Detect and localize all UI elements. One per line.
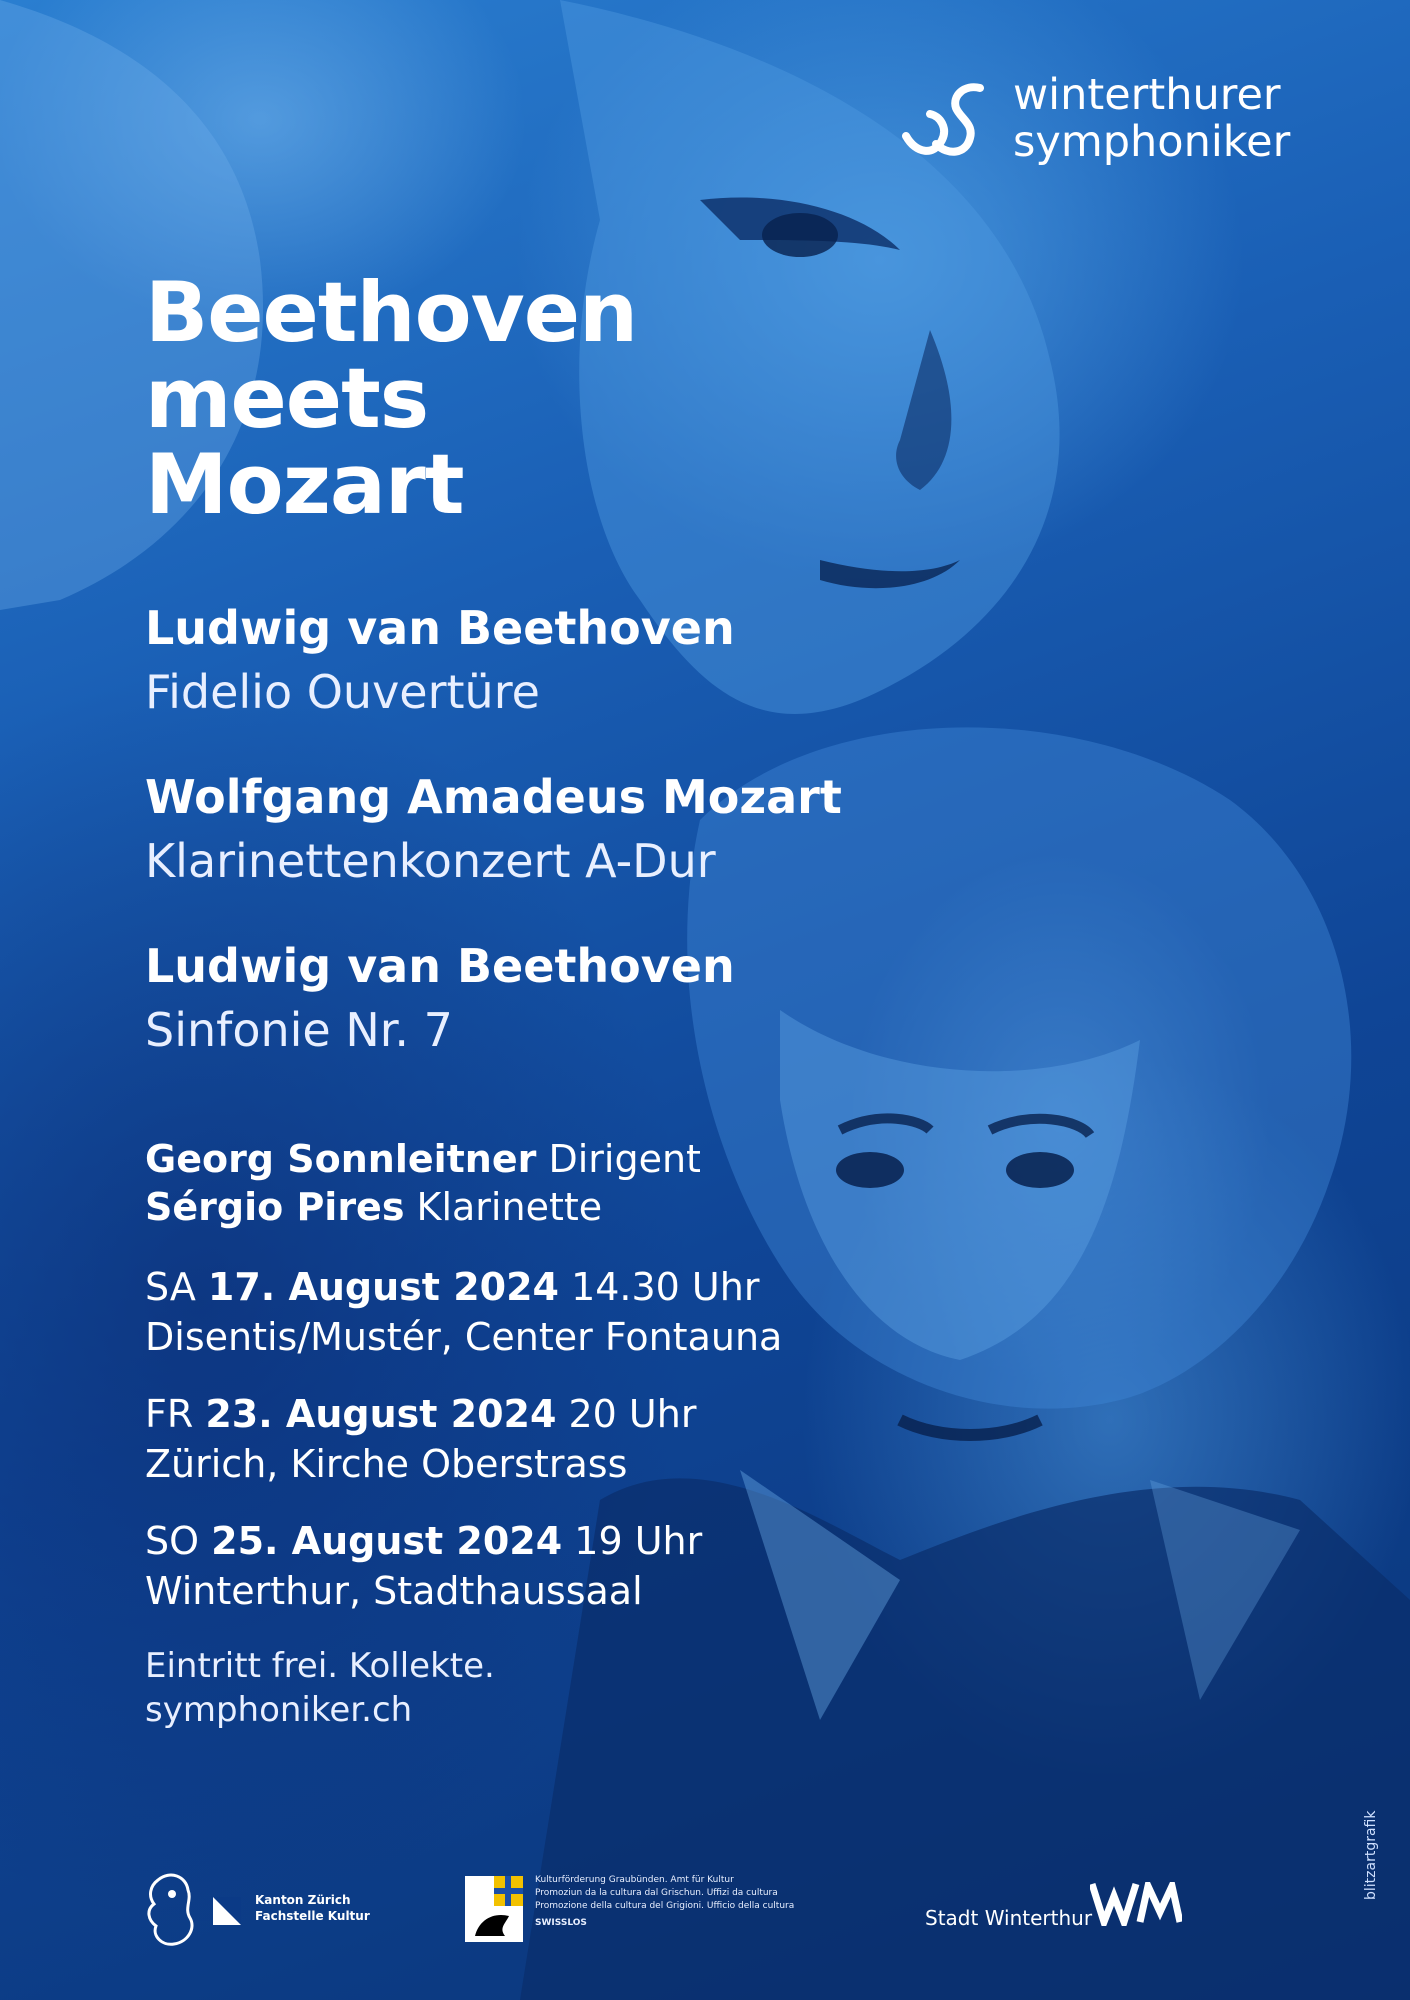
program-item — [145, 765, 842, 893]
concert-date — [145, 1389, 696, 1489]
zurich-line-1: Kanton Zürich — [255, 1893, 351, 1907]
concert-date — [145, 1516, 702, 1616]
swisslos-label: SWISSLOS — [535, 1918, 587, 1928]
time: 19 Uhr — [574, 1519, 703, 1563]
piece-title: Klarinettenkonzert A-Dur — [145, 834, 716, 888]
weekday: SA — [145, 1265, 196, 1309]
time: 14.30 Uhr — [571, 1265, 760, 1309]
venue: Disentis/Mustér, Center Fontauna — [145, 1315, 783, 1359]
logo-line-1: winterthurer — [1013, 70, 1281, 120]
weekday: FR — [145, 1392, 194, 1436]
title-line-1: Beethoven — [145, 264, 638, 361]
composer-name: Wolfgang Amadeus Mozart — [145, 770, 842, 824]
performers — [145, 1135, 701, 1231]
piece-title: Sinfonie Nr. 7 — [145, 1003, 453, 1057]
sponsor-kanton-zuerich[interactable] — [140, 1870, 400, 1960]
gr-line-2: Promoziun da la cultura dal Grischun. Uffizi da cultura — [535, 1888, 778, 1898]
gr-line-1: Kulturförderung Graubünden. Amt für Kultur — [535, 1875, 734, 1885]
program-item — [145, 934, 735, 1062]
venue: Winterthur, Stadthaussaal — [145, 1569, 643, 1613]
venue: Zürich, Kirche Oberstrass — [145, 1442, 628, 1486]
performer-role: Dirigent — [548, 1137, 701, 1181]
composer-name: Ludwig van Beethoven — [145, 601, 735, 655]
time: 20 Uhr — [568, 1392, 697, 1436]
website-link[interactable]: symphoniker.ch — [145, 1690, 413, 1730]
winterthurer-symphoniker-logo[interactable] — [900, 70, 1340, 170]
composer-name: Ludwig van Beethoven — [145, 939, 735, 993]
zurich-lion-icon — [140, 1870, 204, 1950]
date: 17. August 2024 — [207, 1265, 559, 1309]
logo-line-2: symphoniker — [1013, 117, 1291, 167]
title-line-2: meets — [145, 350, 429, 447]
entry-text: Eintritt frei. Kollekte. — [145, 1646, 495, 1686]
design-credit: blitzartgrafik — [1363, 1810, 1379, 1900]
ws-logo-mark-icon — [900, 74, 990, 164]
performer-name: Georg Sonnleitner — [145, 1137, 537, 1181]
sponsor-stadt-winterthur[interactable] — [925, 1870, 1185, 1960]
zurich-flag-icon — [212, 1896, 242, 1926]
concert-date — [145, 1262, 782, 1362]
performer-role: Klarinette — [416, 1185, 603, 1229]
winterthur-logo-icon — [1090, 1882, 1182, 1926]
winterthur-text: Stadt Winterthur — [925, 1906, 1093, 1930]
entry-info — [145, 1644, 495, 1732]
date: 23. August 2024 — [205, 1392, 557, 1436]
sponsor-graubuenden[interactable] — [465, 1870, 865, 1960]
title-line-3: Mozart — [145, 436, 464, 533]
gr-line-3: Promozione della cultura del Grigioni. Ufficio della cultura — [535, 1901, 795, 1911]
piece-title: Fidelio Ouvertüre — [145, 665, 540, 719]
performer-conductor — [145, 1135, 701, 1183]
performer-soloist — [145, 1183, 701, 1231]
date: 25. August 2024 — [211, 1519, 563, 1563]
concert-title — [145, 264, 638, 533]
graubuenden-text — [535, 1874, 794, 1930]
performer-name: Sérgio Pires — [145, 1185, 405, 1229]
zurich-line-2: Fachstelle Kultur — [255, 1909, 370, 1923]
logo-text — [1013, 72, 1290, 166]
program-item — [145, 596, 735, 724]
weekday: SO — [145, 1519, 200, 1563]
graubuenden-coat-of-arms-icon — [465, 1876, 523, 1942]
zurich-text — [255, 1892, 370, 1924]
